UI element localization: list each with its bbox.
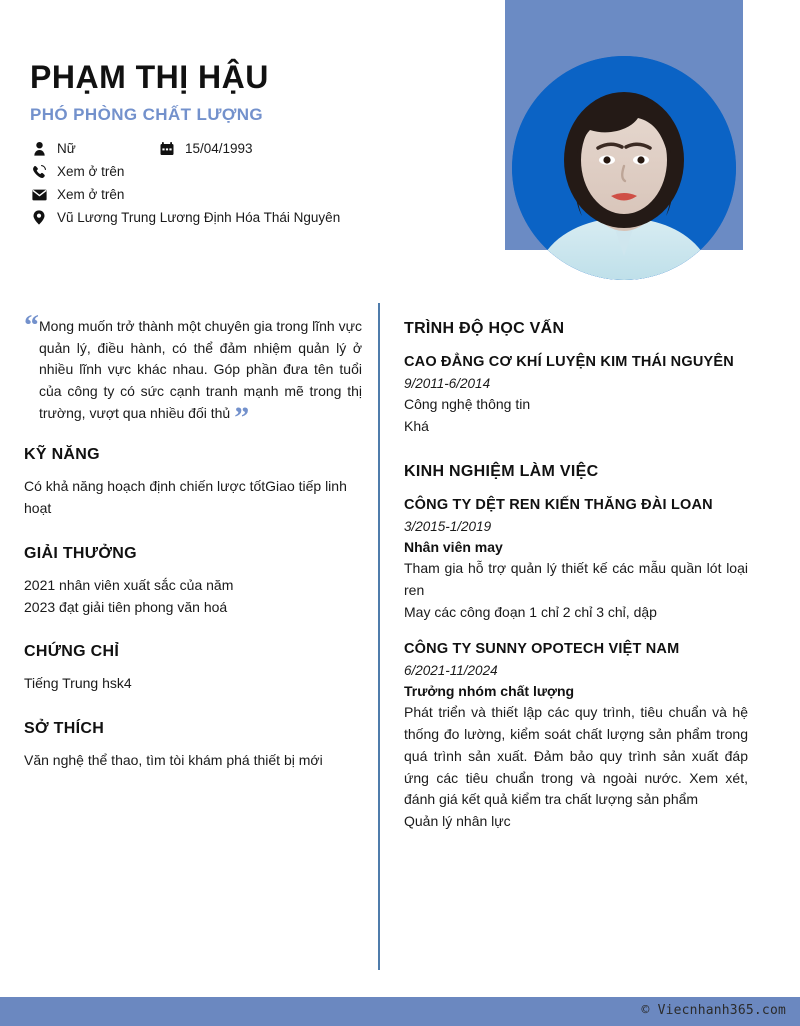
certificates-line-1: Tiếng Trung hsk4: [24, 675, 132, 692]
experience-org-2: CÔNG TY SUNNY OPOTECH VIỆT NAM: [404, 641, 680, 658]
column-divider: [378, 303, 380, 970]
experience-dates-1: 3/2015-1/2019: [404, 519, 492, 535]
section-title-hobbies: SỞ THÍCH: [24, 719, 105, 737]
section-skills: [24, 446, 362, 519]
experience-role-1: Nhân viên may: [404, 539, 503, 556]
experience-dates-2: 6/2021-11/2024: [404, 663, 498, 679]
education-grade: Khá: [404, 417, 429, 434]
objective-text-value: Mong muốn trở thành một chuyên gia trong lĩnh vực quản lý, điều hành, có thể đảm nhiệm quản lý ở nhiều lĩnh vực khác nhau. Góp phần đưa tên tuổi của công ty có sức cạnh tranh mạnh mẽ trong thị trường, vượt qua nhiều đối thủ: [39, 318, 362, 421]
experience-desc-1-line-2: May các công đoạn 1 chỉ 2 chỉ 3 chỉ, dập: [404, 603, 657, 620]
person-icon: [30, 142, 48, 156]
footer-bar: [0, 997, 800, 1026]
portrait-photo-icon: [512, 56, 736, 280]
education-org: CAO ĐẲNG CƠ KHÍ LUYỆN KIM THÁI NGUYÊN: [404, 354, 734, 370]
awards-line-1: 2021 nhân viên xuất sắc của năm: [24, 576, 234, 593]
experience-desc-1-line-1: Tham gia hỗ trợ quản lý thiết kế các mẫu quần lót loại ren: [404, 560, 748, 599]
education-dates: 9/2011-6/2014: [404, 375, 491, 391]
section-education: [404, 320, 748, 437]
section-title-awards: GIẢI THƯỞNG: [24, 544, 137, 562]
awards-line-2: 2023 đạt giải tiên phong văn hoá: [24, 598, 228, 615]
experience-role-2: Trưởng nhóm chất lượng: [404, 683, 575, 700]
section-title-skills: KỸ NĂNG: [24, 446, 100, 464]
contact-address: [30, 210, 500, 225]
contact-address-label: Vũ Lương Trung Lương Định Hóa Thái Nguyên: [57, 210, 341, 226]
education-entry: [404, 352, 748, 437]
section-experience: [404, 463, 748, 832]
location-icon: [30, 210, 48, 225]
experience-desc-2-line-2: Quản lý nhân lực: [404, 812, 511, 829]
contact-birthdate-label: 15/04/1993: [185, 141, 253, 157]
experience-entry-2: [404, 639, 748, 832]
cv-body: [0, 300, 800, 990]
contact-birthdate: [158, 141, 253, 156]
right-column: [404, 320, 748, 859]
hobbies-line-1: Văn nghệ thể thao, tìm tòi khám phá thiết bị mới: [24, 751, 323, 768]
contact-gender: [30, 141, 158, 156]
contact-email-label: Xem ở trên: [57, 187, 125, 203]
contact-email: [30, 187, 500, 202]
phone-icon: [30, 165, 48, 179]
objective-quote-block: “ Mong muốn trở thành một chuyên gia trong lĩnh vực quản lý, điều hành, có thể đảm nhiệm quản lý ở nhiều lĩnh vực khác nhau. Góp phần đưa tên tuổi của công ty có sức cạnh tranh mạnh mẽ trong thị trường, vượt qua nhiều đối thủ ”: [24, 309, 362, 434]
contact-row-basic: [30, 141, 500, 156]
experience-org-1: CÔNG TY DỆT REN KIẾN THĂNG ĐÀI LOAN: [404, 497, 713, 514]
cv-header: [0, 0, 800, 300]
page-title: PHẠM THỊ HẬU: [30, 59, 269, 95]
experience-entry-1: [404, 495, 748, 623]
section-certificates: [24, 643, 362, 695]
avatar: [512, 56, 736, 280]
job-title: PHÓ PHÒNG CHẤT LƯỢNG: [30, 105, 264, 125]
objective-text: Mong muốn trở thành một chuyên gia trong lĩnh vực quản lý, điều hành, có thể đảm nhiệm quản lý ở nhiều lĩnh vực khác nhau. Góp phần đưa tên tuổi của công ty có sức cạnh tranh mạnh mẽ trong thị trường, vượt qua nhiều đối thủ ”: [39, 318, 362, 434]
header-text-block: [0, 0, 500, 233]
watermark-text: © Viecnhanh365.com: [641, 1003, 786, 1018]
contact-phone-label: Xem ở trên: [57, 164, 125, 180]
left-column: [24, 310, 362, 797]
education-major: Công nghệ thông tin: [404, 396, 531, 412]
calendar-icon: [158, 142, 176, 156]
section-hobbies: [24, 720, 362, 772]
skills-line-1: Có khả năng hoạch định chiến lược tốtGiao tiếp linh hoạt: [24, 478, 347, 517]
experience-desc-2-line-1: Phát triển và thiết lập các quy trình, tiêu chuẩn và hệ thống đo lường, kiểm soát chất lượng sản phẩm trong quá trình sản xuất. Đảm bảo quy trình sản xuất đáp ứng các tiêu chuẩn trong và ngoài nước. Xem xét, đánh giá kết quả kiểm tra chất lượng sản phẩm: [404, 704, 748, 808]
contact-gender-label: Nữ: [57, 141, 76, 157]
contact-phone: [30, 164, 500, 179]
section-title-education: TRÌNH ĐỘ HỌC VẤN: [404, 320, 565, 337]
email-icon: [30, 189, 48, 201]
section-awards: [24, 545, 362, 618]
section-title-certificates: CHỨNG CHỈ: [24, 643, 120, 661]
section-title-experience: KINH NGHIỆM LÀM VIỆC: [404, 463, 599, 481]
